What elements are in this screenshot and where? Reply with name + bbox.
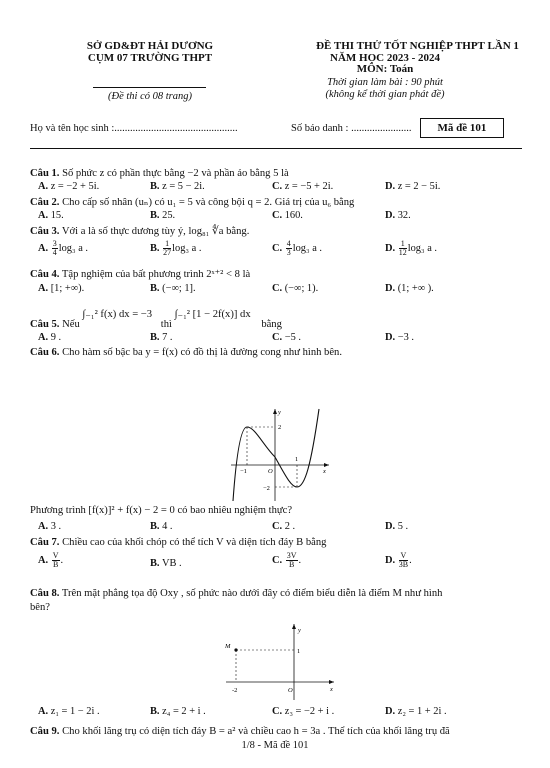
exam-code-box: Mã đề 101 xyxy=(420,118,504,138)
q5-option-c: C. −5 . xyxy=(272,332,301,343)
graph6-tick-neg1: −1 xyxy=(240,468,247,475)
header-divider xyxy=(30,148,522,149)
q6-option-d: D. 5 . xyxy=(385,521,409,532)
question-2: Câu 2. Cho cấp số nhân (uₙ) có u₁ = 5 và công bội q = 2. Giá trị của u₆ bằng xyxy=(30,197,355,208)
exam-title: ĐỀ THI THỬ TỐT NGHIỆP THPT LẦN 1 xyxy=(316,40,519,52)
cubic-function-graph xyxy=(225,405,335,503)
q3-option-c: C. $\frac{4}{3}$ log₃ a . xyxy=(272,239,323,257)
q2-option-b: B. 25. xyxy=(150,210,176,221)
q5-option-d: D. −3 . xyxy=(385,332,414,343)
graph6-tick-neg2: −2 xyxy=(263,485,270,492)
q8-option-c: C. z₃ = −2 + i . xyxy=(272,706,335,717)
q2-option-c: C. 160. xyxy=(272,210,303,221)
question-5: Câu 5. Nếu ∫₋₁² f(x) dx = −3 thì ∫₋₁² [1 − 2f(x)] dx bằng xyxy=(30,309,282,330)
integral-expression-1: ∫₋₁² f(x) dx = −3 xyxy=(82,309,153,320)
q3-option-d: D. $\frac{1}{12}$ log₃ a . xyxy=(385,239,438,257)
graph6-x-label: x xyxy=(323,468,326,475)
question-8: Câu 8. Trên mặt phẳng tọa độ Oxy , số phức nào dưới đây có điểm biểu diễn là điểm M như hình xyxy=(30,588,443,599)
question-6: Câu 6. Cho hàm số bậc ba y = f(x) có đồ thị là đường cong như hình bên. xyxy=(30,347,343,358)
graph8-y-arrow xyxy=(292,624,296,629)
question-4: Câu 4. Tập nghiệm của bất phương trình 2ˣ⁺² < 8 là xyxy=(30,269,251,280)
q5-option-b: B. 7 . xyxy=(150,332,173,343)
point-m xyxy=(234,648,237,651)
q2-option-d: D. 32. xyxy=(385,210,411,221)
integral-expression-2: ∫₋₁² [1 − 2f(x)] dx xyxy=(174,309,251,320)
q3-option-b: B. $\frac{1}{27}$ log₃ a . xyxy=(150,239,202,257)
question-7: Câu 7. Chiều cao của khối chóp có thể tích V và diện tích đáy B bằng xyxy=(30,537,327,548)
subject: MÔN: Toán xyxy=(356,63,414,75)
q1-option-d: D. z = 2 − 5i. xyxy=(385,181,441,192)
graph6-x-arrow xyxy=(324,463,329,467)
q7-option-a: A. $\frac{V}{B}$ . xyxy=(38,551,64,569)
q6-option-a: A. 3 . xyxy=(38,521,62,532)
question-6-equation: Phương trình [f(x)]² + f(x) − 2 = 0 có bao nhiêu nghiệm thực? xyxy=(30,505,293,516)
graph8-y-label: y xyxy=(298,627,301,634)
q4-option-a: A. [1; +∞). xyxy=(38,283,85,294)
graph6-origin-label: O xyxy=(268,468,273,475)
school-year: NĂM HỌC 2023 - 2024 xyxy=(330,52,440,64)
graph8-x-arrow xyxy=(329,680,334,684)
q7-option-c: C. $\frac{3V}{B}$ . xyxy=(272,551,302,569)
page-count-note: (Đề thi có 08 trang) xyxy=(108,91,192,102)
q1-option-b: B. z = 5 − 2i. xyxy=(150,181,205,192)
graph6-y-label: y xyxy=(278,409,281,416)
q5-option-a: A. 9 . xyxy=(38,332,62,343)
q6-option-b: B. 4 . xyxy=(150,521,173,532)
question-1: Câu 1. Số phức z có phần thực bằng −2 và phần ảo bằng 5 là xyxy=(30,168,289,179)
school-cluster: CỤM 07 TRƯỜNG THPT xyxy=(87,52,213,64)
student-id-field: Số báo danh : ....................... xyxy=(291,123,412,134)
graph6-tick-1: 1 xyxy=(295,456,299,463)
complex-plane-graph xyxy=(222,620,342,702)
graph6-tick-2: 2 xyxy=(278,424,282,431)
time-note: (không kể thời gian phát đề) xyxy=(325,89,445,100)
question-3: Câu 3. Với a là số thực dương tùy ý, log₈₁ ∜a bằng. xyxy=(30,226,250,237)
q4-option-c: C. (−∞; 1). xyxy=(272,283,319,294)
q6-option-c: C. 2 . xyxy=(272,521,296,532)
graph8-x-label: x xyxy=(330,686,333,693)
graph8-tick-1: 1 xyxy=(297,648,301,655)
graph6-y-arrow xyxy=(273,409,277,414)
department-name: SỞ GD&ĐT HẢI DƯƠNG xyxy=(86,40,214,52)
question-9: Câu 9. Cho khối lăng trụ có diện tích đáy B = a² và chiều cao h = 3a . Thể tích của khối lăng trụ đã xyxy=(30,726,450,737)
q8-option-d: D. z₂ = 1 + 2i . xyxy=(385,706,447,717)
q3-option-a: A. $\frac{3}{4}$ log₃ a . xyxy=(38,239,89,257)
q2-option-a: A. 15. xyxy=(38,210,64,221)
q4-option-b: B. (−∞; 1]. xyxy=(150,283,196,294)
q1-option-a: A. z = −2 + 5i. xyxy=(38,181,100,192)
q8-option-b: B. z₄ = 2 + i . xyxy=(150,706,206,717)
q7-option-b: B. VB . xyxy=(150,558,182,569)
q8-option-a: A. z₁ = 1 − 2i . xyxy=(38,706,100,717)
page-footer: 1/8 - Mã đề 101 xyxy=(241,740,309,751)
q7-option-d: D. $\frac{V}{3B}$ . xyxy=(385,551,412,569)
graph8-tick-neg2: -2 xyxy=(232,687,238,694)
q1-option-c: C. z = −5 + 2i. xyxy=(272,181,334,192)
time-limit: Thời gian làm bài : 90 phút xyxy=(327,77,443,88)
question-8-continuation: bên? xyxy=(30,602,50,613)
graph8-point-label: M xyxy=(225,643,231,650)
q4-option-d: D. (1; +∞ ). xyxy=(385,283,434,294)
student-name-field: Họ và tên học sinh :............................................... xyxy=(30,123,238,134)
header-divider-left xyxy=(93,87,206,88)
graph8-origin-label: O xyxy=(288,687,293,694)
